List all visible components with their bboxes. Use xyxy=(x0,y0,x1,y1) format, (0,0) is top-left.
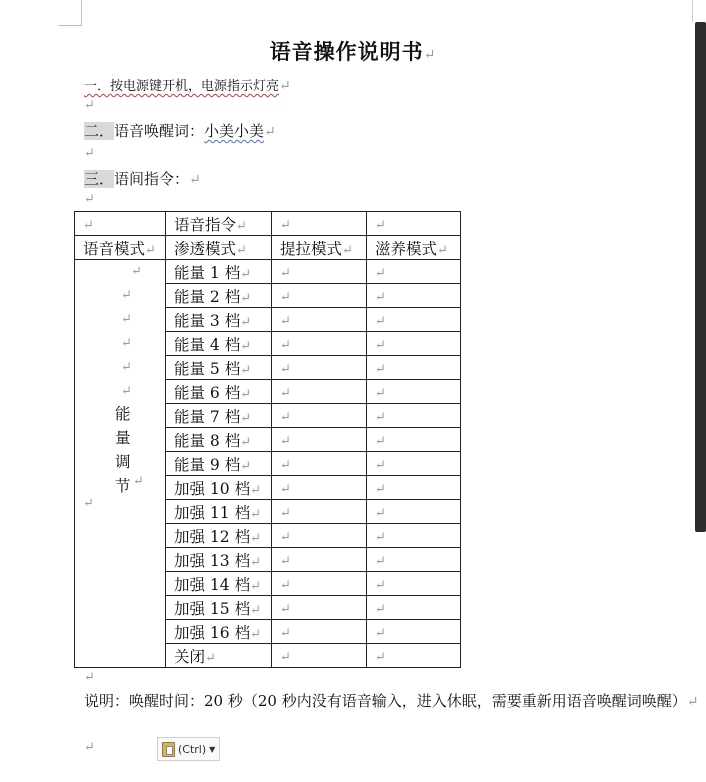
table-cell: ↵ xyxy=(272,476,367,500)
table-cell: ↵ xyxy=(367,308,461,332)
mode-cell: 滋养模式↵ xyxy=(367,236,461,260)
level-cell: 加强 15 档↵ xyxy=(166,596,272,620)
step-1-paragraph: 一．按电源键开机，电源指示灯亮↵ xyxy=(84,78,291,94)
table-cell: ↵ xyxy=(272,524,367,548)
table-cell: ↵ xyxy=(272,428,367,452)
level-cell: 能量 5 档↵ xyxy=(166,356,272,380)
table-mode-row xyxy=(75,236,461,260)
table-cell: ↵ xyxy=(367,452,461,476)
energy-adjust-group-cell: ↵ ↵ ↵ ↵ ↵ ↵ 能 量 调 节 ↵ ↵ xyxy=(75,260,166,668)
step-2-number: 二． xyxy=(84,122,115,140)
table-cell: ↵ xyxy=(75,212,166,236)
table-cell: ↵ xyxy=(272,356,367,380)
table-cell: ↵ xyxy=(367,500,461,524)
table-header-cell: 语音指令↵ xyxy=(166,212,272,236)
table-header-row xyxy=(75,212,461,236)
voice-command-table xyxy=(74,211,461,668)
empty-paragraph-mark: ↵ xyxy=(84,192,95,207)
wake-word: 小美小美 xyxy=(204,122,265,140)
level-cell: 能量 6 档↵ xyxy=(166,380,272,404)
level-cell: 能量 7 档↵ xyxy=(166,404,272,428)
table-cell: ↵ xyxy=(367,380,461,404)
table-cell: ↵ xyxy=(367,548,461,572)
page-corner-mark xyxy=(692,0,693,22)
document-title: 语音操作说明书↵ xyxy=(269,39,437,64)
level-cell: 能量 3 档↵ xyxy=(166,308,272,332)
level-cell: 能量 8 档↵ xyxy=(166,428,272,452)
table-cell: ↵ xyxy=(272,620,367,644)
mode-cell: 提拉模式↵ xyxy=(272,236,367,260)
mode-cell: 渗透模式↵ xyxy=(166,236,272,260)
table-cell: ↵ xyxy=(272,212,367,236)
paste-options-label: (Ctrl) xyxy=(178,742,207,756)
level-cell: 能量 4 档↵ xyxy=(166,332,272,356)
level-cell: 加强 16 档↵ xyxy=(166,620,272,644)
table-cell: ↵ xyxy=(367,260,461,284)
paste-options-button[interactable] xyxy=(157,737,220,761)
table-cell: ↵ xyxy=(272,380,367,404)
table-cell: ↵ xyxy=(367,404,461,428)
step-1-text: 一．按电源键开机，电源指示灯亮 xyxy=(84,79,280,94)
step-3-paragraph: 三．语间指令：↵ xyxy=(84,170,201,188)
chevron-down-icon: ▼ xyxy=(209,744,216,754)
page-corner-mark xyxy=(81,0,82,26)
level-cell: 加强 10 档↵ xyxy=(166,476,272,500)
level-cell: 能量 9 档↵ xyxy=(166,452,272,476)
table-cell: ↵ xyxy=(367,428,461,452)
table-cell: ↵ xyxy=(272,596,367,620)
table-cell: ↵ xyxy=(367,476,461,500)
clipboard-icon xyxy=(162,742,175,757)
table-cell: ↵ xyxy=(367,356,461,380)
table-cell: ↵ xyxy=(272,572,367,596)
table-cell: ↵ xyxy=(367,332,461,356)
empty-paragraph-mark: ↵ xyxy=(84,740,95,755)
table-cell: ↵ xyxy=(272,452,367,476)
level-cell: 能量 2 档↵ xyxy=(166,284,272,308)
level-cell: 关闭↵ xyxy=(166,644,272,668)
note-text: 说明：唤醒时间：20 秒（20 秒内没有语音输入，进入休眠，需要重新用语音唤醒词唤醒） xyxy=(84,692,687,710)
table-cell: ↵ xyxy=(272,404,367,428)
table-cell: ↵ xyxy=(367,596,461,620)
table-cell: ↵ xyxy=(367,524,461,548)
empty-paragraph-mark: ↵ xyxy=(84,98,95,113)
level-cell: 加强 11 档↵ xyxy=(166,500,272,524)
empty-paragraph-mark: ↵ xyxy=(84,146,95,161)
table-cell: ↵ xyxy=(367,620,461,644)
mode-cell: 语音模式↵ xyxy=(75,236,166,260)
table-cell: ↵ xyxy=(272,644,367,668)
table-cell: ↵ xyxy=(367,572,461,596)
level-cell: 加强 14 档↵ xyxy=(166,572,272,596)
level-cell: 能量 1 档↵ xyxy=(166,260,272,284)
table-cell: ↵ xyxy=(272,260,367,284)
page-corner-mark xyxy=(58,25,82,26)
table-cell: ↵ xyxy=(272,332,367,356)
table-cell: ↵ xyxy=(272,548,367,572)
table-cell: ↵ xyxy=(272,500,367,524)
table-row xyxy=(75,260,461,284)
level-cell: 加强 13 档↵ xyxy=(166,548,272,572)
table-cell: ↵ xyxy=(272,284,367,308)
table-cell: ↵ xyxy=(367,212,461,236)
step-2-paragraph: 二．语音唤醒词：小美小美↵ xyxy=(84,122,276,140)
table-cell: ↵ xyxy=(367,644,461,668)
note-paragraph: 说明：唤醒时间：20 秒（20 秒内没有语音输入，进入休眠，需要重新用语音唤醒词唤醒）↵ xyxy=(84,692,699,710)
table-cell: ↵ xyxy=(367,284,461,308)
step-3-number: 三． xyxy=(84,170,115,188)
vertical-scrollbar[interactable] xyxy=(695,22,706,532)
step-3-label: 语间指令： xyxy=(114,170,190,188)
empty-paragraph-mark: ↵ xyxy=(84,670,95,685)
level-cell: 加强 12 档↵ xyxy=(166,524,272,548)
step-2-label: 语音唤醒词： xyxy=(114,122,205,140)
table-cell: ↵ xyxy=(272,308,367,332)
